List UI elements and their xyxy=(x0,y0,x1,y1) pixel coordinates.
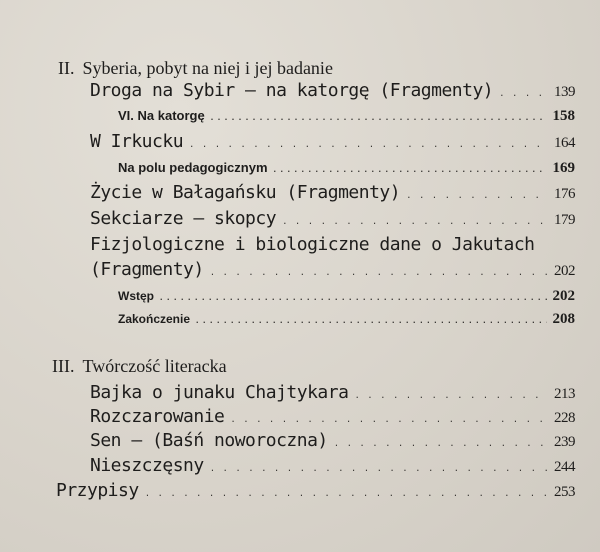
entry-title: Przypisy xyxy=(56,480,139,501)
entry-page: 202 xyxy=(554,263,575,279)
section-numeral: III. xyxy=(52,356,75,376)
toc-entry[interactable] xyxy=(90,430,575,451)
entry-page: 213 xyxy=(554,386,575,402)
toc-entry[interactable] xyxy=(90,131,575,152)
dot-leader xyxy=(334,430,548,451)
entry-page: 228 xyxy=(554,410,575,426)
entry-page: 139 xyxy=(554,84,575,100)
entry-title: Na polu pedagogicznym xyxy=(118,160,268,175)
entry-page: 179 xyxy=(554,212,575,228)
dot-leader xyxy=(210,259,548,280)
entry-title: Życie w Bałagańsku (Fragmenty) xyxy=(90,182,401,203)
section-title: Twórczość literacka xyxy=(82,356,227,376)
entry-page: 202 xyxy=(552,288,575,304)
entry-title: Droga na Sybir — na katorgę (Fragmenty) xyxy=(90,80,494,101)
section-title: Syberia, pobyt na niej i jej badanie xyxy=(82,58,333,78)
toc-entry[interactable] xyxy=(118,108,575,125)
entry-page: 253 xyxy=(554,484,575,500)
section-heading xyxy=(52,356,572,377)
toc-entry[interactable] xyxy=(118,160,575,177)
entry-page: 169 xyxy=(552,160,575,176)
toc-entry[interactable] xyxy=(118,311,575,328)
entry-page: 164 xyxy=(554,135,575,151)
entry-title: Bajka o junaku Chajtykara xyxy=(90,382,349,403)
section-numeral: II. xyxy=(58,58,75,78)
entry-title: Zakończenie xyxy=(118,312,191,326)
toc-entry[interactable] xyxy=(90,259,575,280)
entry-page: 239 xyxy=(554,434,575,450)
entry-title: (Fragmenty) xyxy=(90,259,204,280)
toc-entry[interactable] xyxy=(118,288,575,305)
dot-leader xyxy=(160,289,547,303)
dot-leader xyxy=(145,480,548,501)
entry-title: VI. Na katorgę xyxy=(118,108,205,123)
entry-title: W Irkucku xyxy=(90,131,184,152)
dot-leader xyxy=(406,182,548,203)
toc-entry[interactable] xyxy=(90,182,575,203)
entry-title: Sen — (Baśń noworoczna) xyxy=(90,430,328,451)
entry-title: Sekciarze — skopcy xyxy=(90,208,277,229)
toc-entry[interactable] xyxy=(90,80,575,101)
entry-title: Rozczarowanie xyxy=(90,406,225,427)
toc-entry-first-line xyxy=(90,234,575,255)
toc-entry[interactable] xyxy=(90,455,575,476)
entry-title: Wstęp xyxy=(118,289,154,303)
entry-page: 208 xyxy=(552,311,575,327)
dot-leader xyxy=(230,406,548,427)
entry-title: Fizjologiczne i biologiczne dane o Jakutach xyxy=(90,234,535,255)
dot-leader xyxy=(210,455,548,476)
dot-leader xyxy=(282,208,548,229)
entry-page: 158 xyxy=(552,108,575,124)
dot-leader xyxy=(196,312,546,326)
entry-title: Nieszczęsny xyxy=(90,455,204,476)
section-heading xyxy=(58,58,578,79)
toc-entry[interactable] xyxy=(90,406,575,427)
toc-entry[interactable] xyxy=(90,208,575,229)
dot-leader xyxy=(189,131,548,152)
toc-entry-footnotes[interactable] xyxy=(56,480,575,501)
dot-leader xyxy=(499,80,548,101)
dot-leader xyxy=(211,108,547,123)
entry-page: 244 xyxy=(554,459,575,475)
dot-leader xyxy=(354,382,548,403)
entry-page: 176 xyxy=(554,186,575,202)
toc-entry[interactable] xyxy=(90,382,575,403)
dot-leader xyxy=(274,160,547,175)
